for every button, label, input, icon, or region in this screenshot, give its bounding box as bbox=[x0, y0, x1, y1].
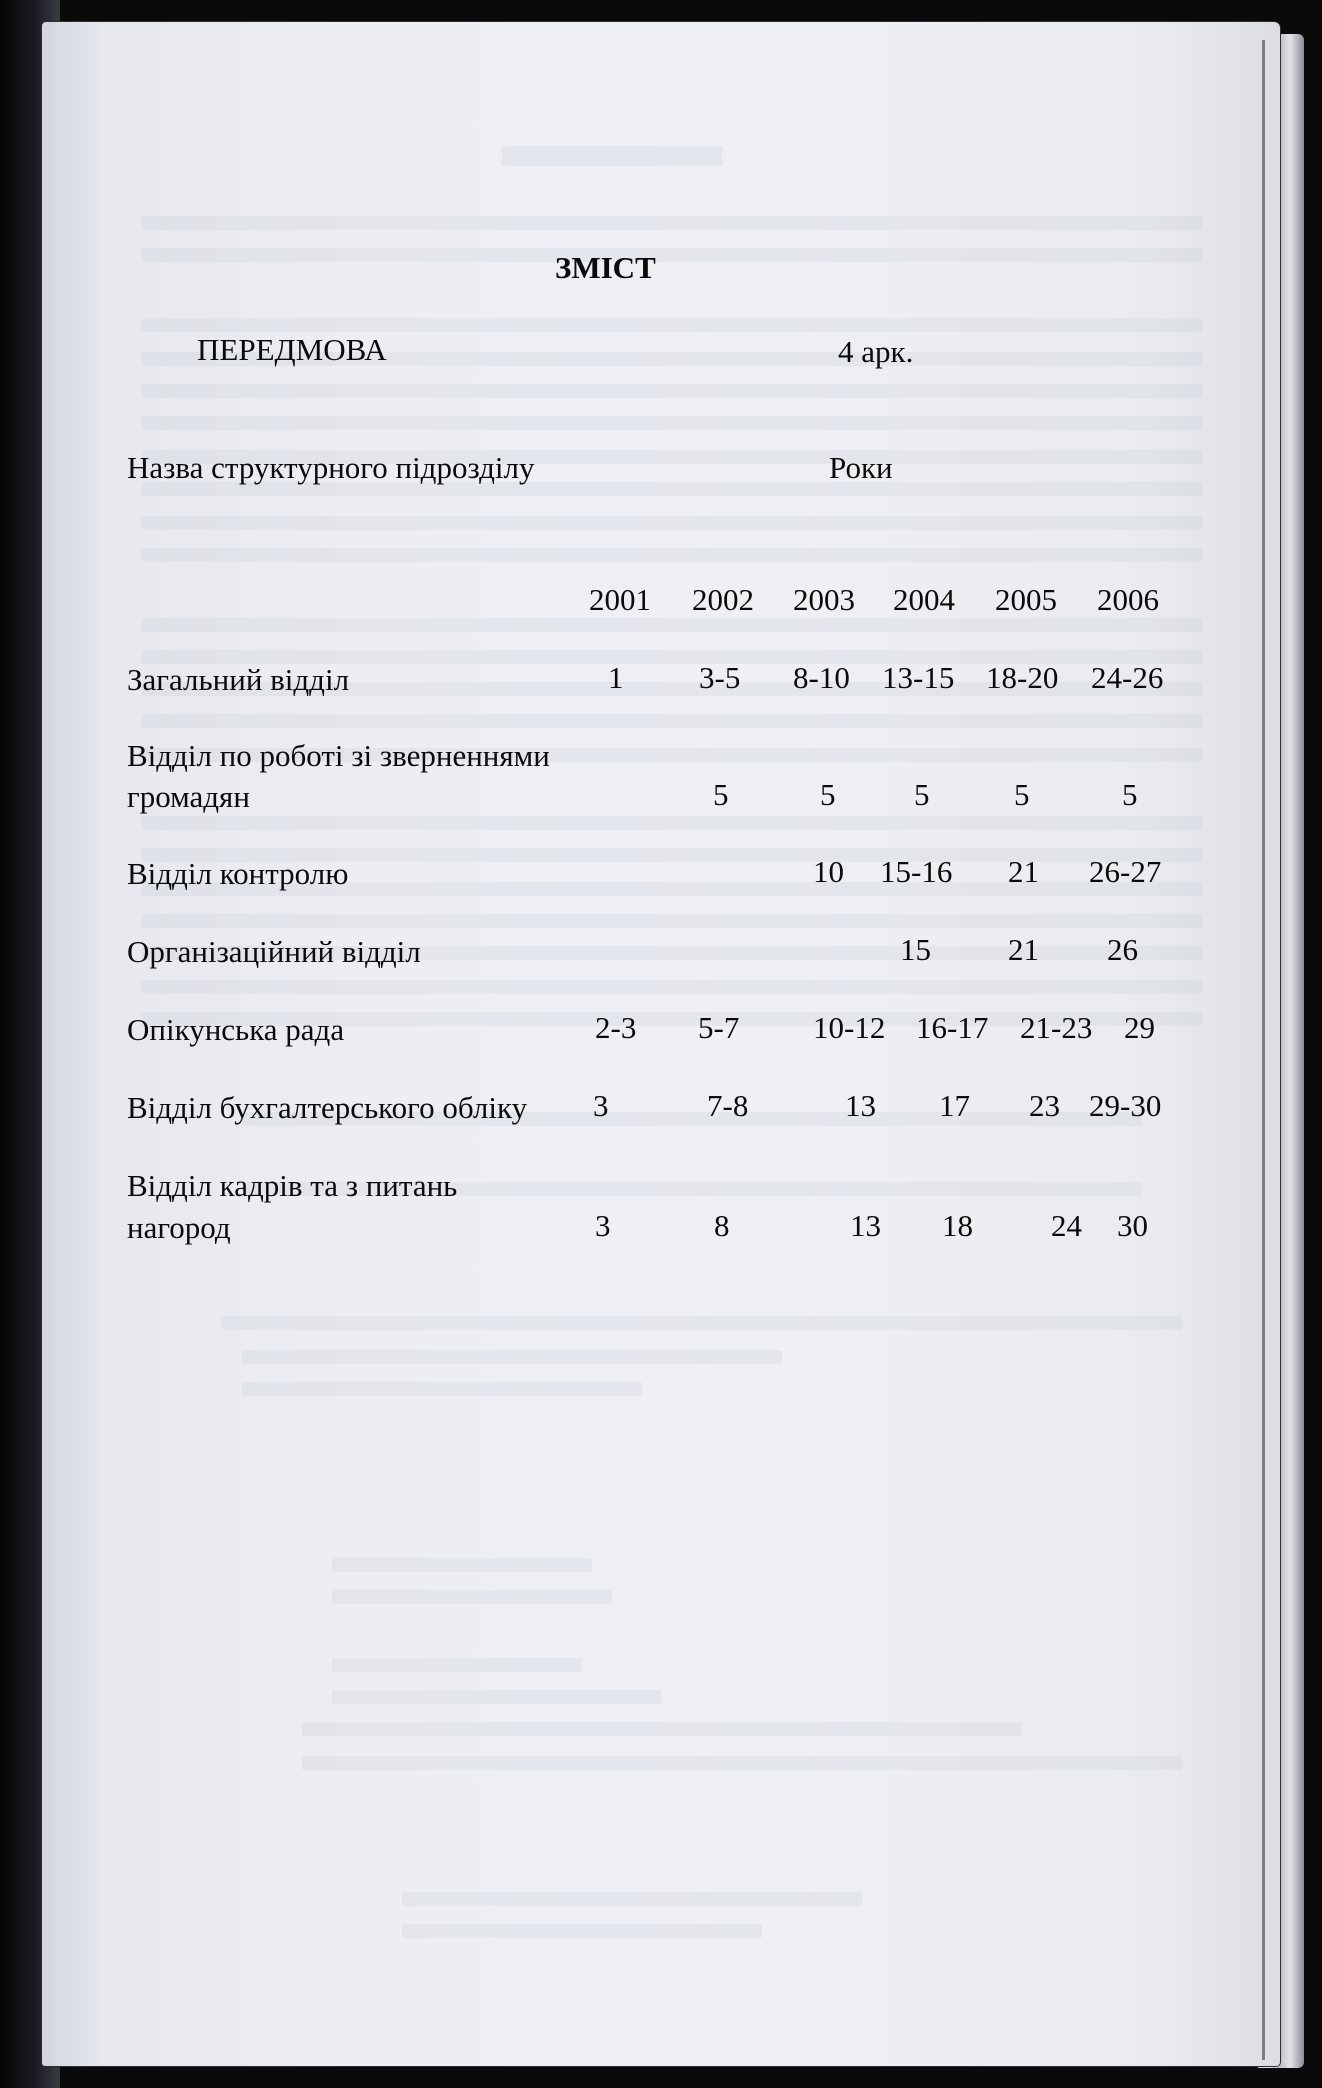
preface-sheets: 4 арк. bbox=[838, 334, 914, 369]
bleed-through-line bbox=[332, 1658, 582, 1672]
table-cell: 16-17 bbox=[916, 1010, 989, 1045]
page-title: ЗМІСТ bbox=[555, 250, 656, 285]
unit-name: Опікунська рада bbox=[127, 1012, 345, 1047]
unit-column-header: Назва структурного підрозділу bbox=[127, 450, 535, 485]
table-cell: 26 bbox=[1107, 932, 1138, 967]
year-header: 2004 bbox=[893, 582, 955, 617]
bleed-through-line bbox=[332, 1590, 612, 1604]
unit-name: Організаційний відділ bbox=[127, 934, 421, 969]
bleed-through-line bbox=[402, 1924, 762, 1938]
unit-name: Відділ бухгалтерського обліку bbox=[127, 1090, 528, 1125]
table-cell: 23 bbox=[1029, 1088, 1060, 1123]
table-cell: 24-26 bbox=[1091, 660, 1164, 695]
table-cell: 17 bbox=[939, 1088, 970, 1123]
bleed-through-line bbox=[142, 816, 1202, 830]
year-header: 2001 bbox=[589, 582, 651, 617]
bleed-through-line bbox=[302, 1756, 1182, 1770]
table-cell: 3-5 bbox=[699, 660, 741, 695]
table-cell: 3 bbox=[593, 1088, 609, 1123]
bleed-through-line bbox=[332, 1558, 592, 1572]
table-cell: 21 bbox=[1008, 854, 1039, 889]
table-cell: 7-8 bbox=[707, 1088, 749, 1123]
bleed-through-line bbox=[302, 1722, 1022, 1736]
table-cell: 29 bbox=[1124, 1010, 1155, 1045]
year-header: 2002 bbox=[692, 582, 754, 617]
year-header: 2003 bbox=[793, 582, 855, 617]
bleed-through-line bbox=[142, 714, 1202, 728]
table-cell: 13 bbox=[845, 1088, 876, 1123]
bleed-through-line bbox=[142, 980, 1202, 994]
bleed-through-line bbox=[222, 1316, 1182, 1330]
table-cell: 18-20 bbox=[986, 660, 1059, 695]
table-cell: 2-3 bbox=[595, 1010, 637, 1045]
table-cell: 5 bbox=[914, 777, 930, 812]
table-cell: 3 bbox=[595, 1208, 611, 1243]
bleed-through-heading bbox=[502, 146, 722, 166]
table-cell: 10 bbox=[813, 854, 844, 889]
years-column-header: Роки bbox=[829, 450, 893, 485]
table-cell: 13 bbox=[850, 1208, 881, 1243]
bleed-through-line bbox=[242, 1350, 782, 1364]
table-cell: 13-15 bbox=[882, 660, 955, 695]
table-cell: 5 bbox=[1122, 777, 1138, 812]
year-header: 2006 bbox=[1097, 582, 1159, 617]
preface-label: ПЕРЕДМОВА bbox=[197, 332, 387, 367]
table-cell: 8-10 bbox=[793, 660, 850, 695]
bleed-through-line bbox=[142, 914, 1202, 928]
bleed-through-line bbox=[332, 1690, 662, 1704]
bleed-through-line bbox=[402, 1892, 862, 1906]
bleed-through-line bbox=[142, 248, 1202, 262]
bleed-through-line bbox=[142, 416, 1202, 430]
unit-name: Відділ кадрів та з питань bbox=[127, 1168, 458, 1203]
table-cell: 21-23 bbox=[1020, 1010, 1093, 1045]
year-header: 2005 bbox=[995, 582, 1057, 617]
table-cell: 5 bbox=[1014, 777, 1030, 812]
table-cell: 18 bbox=[942, 1208, 973, 1243]
table-cell: 15 bbox=[900, 932, 931, 967]
document-page bbox=[42, 22, 1280, 2066]
table-cell: 5 bbox=[713, 777, 729, 812]
table-cell: 10-12 bbox=[813, 1010, 886, 1045]
unit-name: Відділ контролю bbox=[127, 856, 349, 891]
table-cell: 5 bbox=[820, 777, 836, 812]
bleed-through-line bbox=[142, 548, 1202, 562]
table-cell: 8 bbox=[714, 1208, 730, 1243]
table-cell: 5-7 bbox=[698, 1010, 740, 1045]
bleed-through-line bbox=[242, 1382, 642, 1396]
page-edge-line bbox=[1262, 40, 1265, 2060]
table-cell: 15-16 bbox=[880, 854, 953, 889]
bleed-through-line bbox=[142, 384, 1202, 398]
unit-name: Відділ по роботі зі зверненнями bbox=[127, 738, 550, 773]
table-cell: 29-30 bbox=[1089, 1088, 1162, 1123]
unit-name-continued: нагород bbox=[127, 1210, 231, 1245]
bleed-through-line bbox=[142, 618, 1202, 632]
table-cell: 26-27 bbox=[1089, 854, 1162, 889]
table-cell: 30 bbox=[1117, 1208, 1148, 1243]
bleed-through-line bbox=[142, 516, 1202, 530]
table-cell: 21 bbox=[1008, 932, 1039, 967]
bleed-through-line bbox=[142, 216, 1202, 230]
table-cell: 1 bbox=[608, 660, 624, 695]
unit-name-continued: громадян bbox=[127, 779, 250, 814]
table-cell: 24 bbox=[1051, 1208, 1082, 1243]
unit-name: Загальний відділ bbox=[127, 662, 350, 697]
